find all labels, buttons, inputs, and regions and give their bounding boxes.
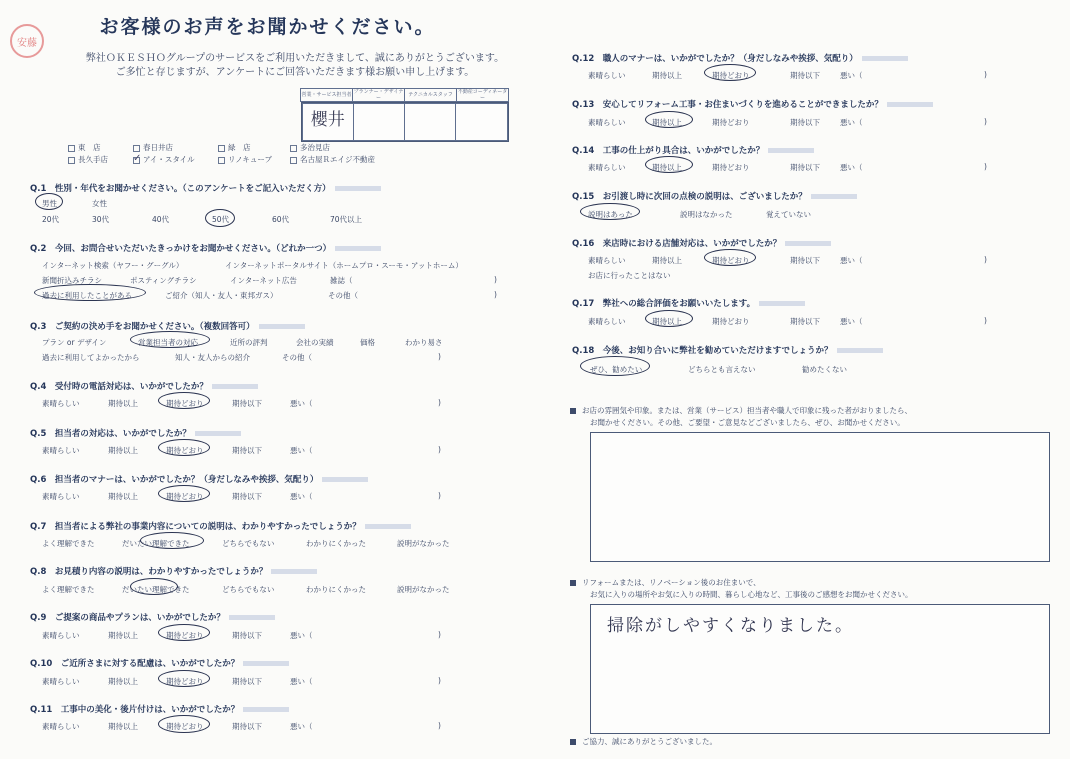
selection-circle [158,670,210,687]
option[interactable]: 悪い（ [290,722,313,731]
option[interactable]: 期待以下 [232,677,262,686]
question-label: Q.18 今後、お知り合いに弊社を勧めていただけますでしょうか？ [572,344,883,356]
option[interactable]: どちらでもない [222,539,275,548]
option[interactable]: よく理解できた [42,539,95,548]
selection-circle [35,193,63,210]
question-label: Q.12 職人のマナーは、いかがでしたか？（身だしなみや挨拶、気配り） [572,52,908,64]
question-label: Q.14 工事の仕上がり具合は、いかがでしたか？ [572,144,814,156]
question-label: Q.1 性別・年代をお聞かせください。（このアンケートをご記入いただく方） [30,182,381,194]
store-label: 春日井店 [143,143,173,152]
store-option[interactable] [218,154,272,165]
underline-bar [365,524,411,529]
option[interactable]: 70代以上 [330,215,363,224]
underline-bar [785,241,831,246]
comment-box-2[interactable] [590,604,1050,734]
option[interactable]: 期待以下 [232,399,262,408]
checkbox[interactable] [218,145,225,152]
store-option[interactable] [68,154,108,165]
option[interactable]: 営業担当者の対応 [138,338,198,347]
selection-circle [158,392,210,409]
option[interactable]: インターネットポータルサイト（ホームプロ・スーモ・アットホーム） [225,261,463,270]
option[interactable]: 期待以上 [652,71,682,80]
option[interactable]: 期待以下 [790,256,820,265]
checkbox[interactable] [290,157,297,164]
selection-circle [34,284,146,301]
option[interactable]: ポスティングチラシ [130,276,197,285]
option[interactable]: 期待以下 [232,631,262,640]
option[interactable]: 期待以下 [232,492,262,501]
underline-bar [271,569,317,574]
option[interactable]: 50代 [212,215,230,224]
option[interactable]: 素晴らしい [42,492,80,501]
underline-bar [768,148,814,153]
store-option[interactable] [133,142,173,153]
option: ) [494,290,497,299]
option[interactable]: 期待どおり [166,446,204,455]
question-label: Q.9 ご提案の商品やプランは、いかがでしたか？ [30,611,275,623]
option[interactable]: 期待以上 [108,722,138,731]
question-label: Q.5 担当者の対応は、いかがでしたか？ [30,427,241,439]
staff-signature-cell[interactable] [302,104,353,141]
option[interactable]: 悪い（ [290,631,313,640]
comment-prompt-2-line-2: お気に入りの場所やお気に入りの時間、暮らし心地など、工事後のご感想をお聞かせください。 [590,590,913,599]
option[interactable]: 新聞折込みチラシ [42,276,102,285]
option[interactable]: 期待以上 [652,163,682,172]
question-label: Q.15 お引渡し時に次回の点検の説明は、ございましたか？ [572,190,857,202]
option: ) [438,491,441,500]
staff-header-realestate: 不動産コーディネーター [457,89,508,101]
stamp-text: 安藤 [17,37,37,49]
selection-circle [130,331,210,348]
option[interactable]: 素晴らしい [42,631,80,640]
option[interactable]: 素晴らしい [42,399,80,408]
underline-bar [862,56,908,61]
option[interactable]: 価格 [360,338,375,347]
checkbox[interactable] [68,145,75,152]
underline-bar [837,348,883,353]
selection-circle [158,439,210,456]
staff-signature: 櫻井 [310,110,345,130]
option: ) [984,117,987,126]
option[interactable]: 女性 [92,199,107,208]
bullet-square-icon [570,739,576,745]
option: ) [438,445,441,454]
option: ) [438,676,441,685]
option[interactable]: 悪い（ [840,163,863,172]
option[interactable]: 期待どおり [166,399,204,408]
selection-circle [645,310,693,327]
store-option[interactable] [68,142,101,153]
option[interactable]: ご紹介（知人・友人・東邦ガス） [165,291,278,300]
bullet-square-icon [570,580,576,586]
option[interactable]: 期待どおり [166,492,204,501]
underline-bar [195,431,241,436]
selection-circle [580,203,640,220]
option[interactable]: 期待どおり [712,163,750,172]
underline-bar [322,477,368,482]
underline-bar [887,102,933,107]
option[interactable]: 素晴らしい [588,118,626,127]
option[interactable]: どちらとも言えない [688,365,756,374]
selection-circle [158,715,210,733]
option[interactable]: だいたい理解できた [122,539,190,548]
checkbox[interactable] [133,145,140,152]
checkbox-checked[interactable] [133,152,142,164]
option[interactable]: わかり易さ [405,338,443,347]
underline-bar [759,301,805,306]
store-label: 東 店 [78,143,101,152]
option[interactable]: 説明がなかった [397,585,450,594]
intro-line-1: 弊社ＯＫＥＳＨＯグループのサービスをご利用いただきまして、誠にありがとうございます。 [85,53,505,64]
option[interactable]: よく理解できた [42,585,95,594]
store-label: 緑 店 [228,143,251,152]
option[interactable]: 素晴らしい [588,256,626,265]
comment-box-1[interactable] [590,432,1050,562]
option[interactable]: 悪い（ [290,492,313,501]
option: ) [984,255,987,264]
store-option[interactable] [290,154,375,165]
option[interactable]: 過去に利用してよかったから [42,353,140,362]
option[interactable]: 素晴らしい [588,163,626,172]
option[interactable]: 説明はあった [588,210,633,219]
option[interactable]: 説明はなかった [680,210,733,219]
store-option-checked[interactable] [133,154,195,165]
staff-header-technical: テクニカルスタッフ [405,89,457,102]
store-option[interactable] [290,142,330,153]
underline-bar [229,615,275,620]
checkbox[interactable] [218,157,225,164]
thanks-text: ご協力、誠にありがとうございました。 [570,736,717,748]
question-label: Q.7 担当者による弊社の事業内容についての説明は、わかりやすかったでしょうか？ [30,520,411,532]
selection-circle [645,111,693,128]
option[interactable]: プラン or デザイン [42,338,107,347]
option[interactable]: 期待以上 [652,317,682,326]
underline-bar [811,194,857,199]
intro-text [60,52,530,80]
question-label: Q.8 お見積り内容の説明は、わかりやすかったでしょうか？ [30,565,317,577]
option[interactable]: わかりにくかった [306,585,366,594]
option[interactable]: 男性 [42,199,57,208]
option[interactable]: お店に行ったことはない [588,271,671,280]
option[interactable]: インターネット検索（ヤフー・グーグル） [42,261,184,270]
selection-circle [704,249,756,266]
question-label: Q.16 来店時における店舗対応は、いかがでしたか？ [572,237,831,249]
option[interactable]: 素晴らしい [588,317,626,326]
option[interactable]: その他（ [328,291,358,300]
option[interactable]: 期待どおり [712,317,750,326]
option[interactable]: 素晴らしい [42,446,80,455]
checkbox[interactable] [68,157,75,164]
underline-bar [243,661,289,666]
option: ) [438,630,441,639]
option[interactable]: 期待以上 [108,631,138,640]
staff-realestate-cell[interactable] [456,104,507,141]
option[interactable]: だいたい理解できた [122,585,190,594]
selection-circle [158,485,210,502]
option[interactable]: 知人・友人からの紹介 [175,353,250,362]
store-label: 長久手店 [78,155,108,164]
selection-circle [645,156,693,173]
checkbox[interactable] [290,145,297,152]
comment-prompt-1-line-2: お聞かせください。その他、ご要望・ご意見などございましたら、ぜひ、お聞かせください。 [590,418,905,427]
bullet-square-icon [570,408,576,414]
option[interactable]: 過去に利用したことがある [42,291,132,300]
underline-bar [335,246,381,251]
staff-technical-cell[interactable] [405,104,456,141]
option[interactable]: 悪い（ [290,399,313,408]
option[interactable]: 覚えていない [766,210,811,219]
intro-line-2: ご多忙と存じますが、アンケートにご回答いただきます様お願い申し上げます。 [115,67,475,78]
option[interactable]: 素晴らしい [588,71,626,80]
option: ) [438,398,441,407]
option: ) [438,352,441,361]
underline-bar [335,186,381,191]
staff-planner-cell[interactable] [353,104,404,141]
store-option[interactable] [218,142,251,153]
option[interactable]: 雑誌（ [330,276,353,285]
option[interactable]: 近所の評判 [230,338,268,347]
question-label: Q.4 受付時の電話対応は、いかがでしたか？ [30,380,258,392]
option[interactable]: 期待どおり [166,677,204,686]
option[interactable]: 期待以下 [232,722,262,731]
question-label: Q.17 弊社への総合評価をお願いいたします。 [572,297,805,309]
store-label: アイ・スタイル [143,155,195,164]
option[interactable]: 悪い（ [290,677,313,686]
option[interactable]: 悪い（ [840,118,863,127]
selection-circle [580,356,650,376]
option[interactable]: わかりにくかった [306,539,366,548]
staff-header-planner: プランナー・デザイナー [353,89,404,101]
option[interactable]: 20代 [42,215,60,224]
option[interactable]: 期待以上 [652,256,682,265]
option[interactable]: 会社の実績 [296,338,334,347]
option[interactable]: 悪い（ [290,446,313,455]
option[interactable]: 期待以下 [790,118,820,127]
option[interactable]: 期待以上 [108,446,138,455]
option[interactable]: 期待以下 [232,446,262,455]
selection-circle [205,209,235,227]
question-label: Q.10 ご近所さまに対する配慮は、いかがでしたか？ [30,657,289,669]
option[interactable]: 期待どおり [166,631,204,640]
option[interactable]: 期待どおり [712,71,750,80]
comment-prompt-1 [570,405,912,429]
option[interactable]: 期待以上 [108,492,138,501]
option[interactable]: インターネット広告 [230,276,297,285]
option[interactable]: 期待どおり [712,118,750,127]
store-label: リノキューブ [228,155,273,164]
option[interactable]: その他（ [282,353,312,362]
selection-circle [140,532,204,549]
question-label: Q.13 安心してリフォーム工事・お住まいづくりを進めることができましたか？ [572,98,933,110]
option[interactable]: 期待以上 [108,399,138,408]
question-label: Q.3 ご契約の決め手をお聞かせください。（複数回答可） [30,320,305,332]
option[interactable]: 説明がなかった [397,539,450,548]
option[interactable]: ぜひ、勧めたい [590,365,643,374]
store-label: 多治見店 [300,143,330,152]
option[interactable]: 期待どおり [166,722,204,731]
question-label: Q.6 担当者のマナーは、いかがでしたか？（身だしなみや挨拶、気配り） [30,473,368,485]
option[interactable]: 悪い（ [840,317,863,326]
option[interactable]: 期待以上 [108,677,138,686]
option: ) [984,162,987,171]
comment-prompt-1-line-1: お店の雰囲気や印象。または、営業（サービス）担当者や職人で印象に残った者がおりましたら、 [570,405,912,417]
comment-prompt-2 [570,577,913,601]
store-label: 名古屋Ｒエイジ不動産 [300,155,375,164]
staff-header-sales: 営業・サービス担当者 [301,89,353,102]
option[interactable]: 期待以下 [790,71,820,80]
option: ) [494,275,497,284]
underline-bar [243,707,289,712]
option[interactable]: 期待どおり [712,256,750,265]
option[interactable]: 素晴らしい [42,722,80,731]
question-label: Q.11 工事中の美化・後片付けは、いかがでしたか？ [30,703,289,715]
option[interactable]: どちらでもない [222,585,275,594]
option[interactable]: 悪い（ [840,256,863,265]
option[interactable]: 期待以下 [790,163,820,172]
underline-bar [259,324,305,329]
option: ) [984,316,987,325]
option[interactable]: 60代 [272,215,290,224]
handwritten-answer: 掃除がしやすくなりました。 [607,616,854,636]
selection-circle [704,64,756,81]
page-title: お客様のお声をお聞かせください。 [99,16,436,38]
option[interactable]: 期待以上 [652,118,682,127]
underline-bar [212,384,258,389]
option: ) [984,70,987,79]
option[interactable]: 40代 [152,215,170,224]
option[interactable]: 悪い（ [840,71,863,80]
question-label: Q.2 今回、お問合せいただいたきっかけをお聞かせください。（どれか一つ） [30,242,381,254]
comment-prompt-2-line-1: リフォームまたは、リノベーション後のお住まいで、 [570,577,913,589]
selection-circle [130,578,178,595]
selection-circle [158,624,210,641]
option[interactable]: 勧めたくない [802,365,847,374]
option[interactable]: 素晴らしい [42,677,80,686]
staff-table [300,88,509,130]
option[interactable]: 30代 [92,215,110,224]
option[interactable]: 期待以下 [790,317,820,326]
option: ) [438,721,441,730]
check-mark-icon: ✓ [133,152,142,164]
